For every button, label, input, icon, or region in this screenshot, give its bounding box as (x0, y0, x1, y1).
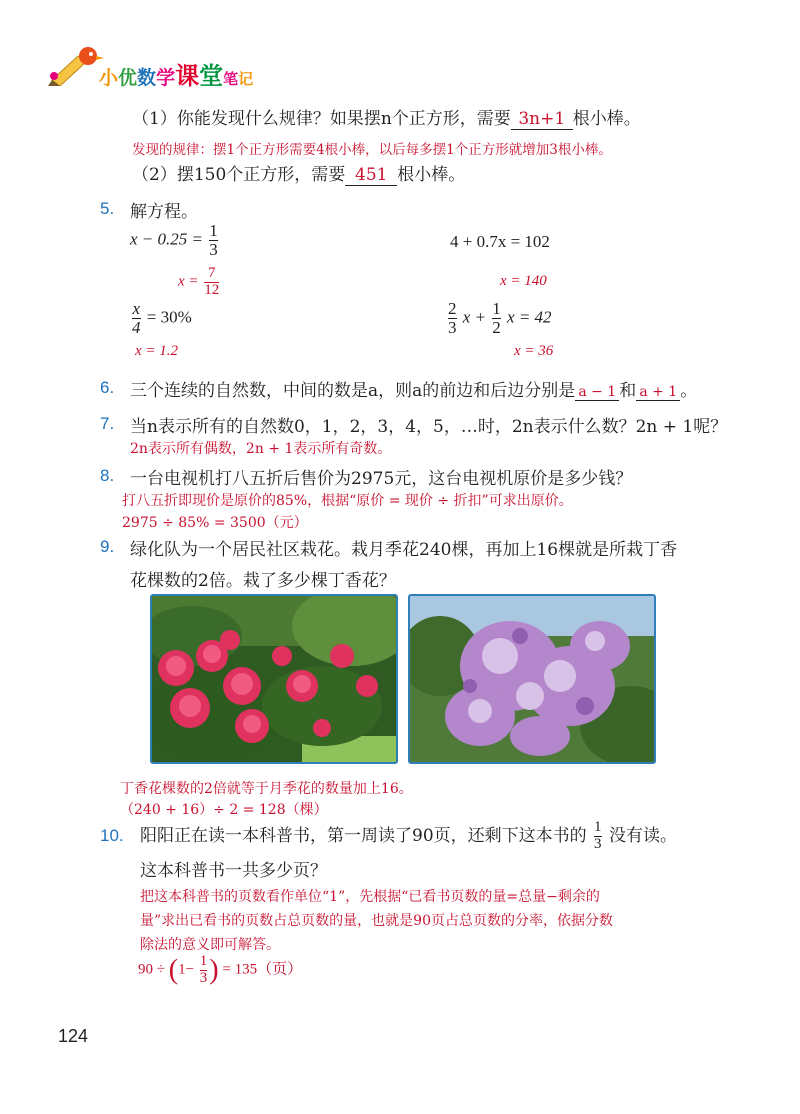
q6-answer-2: a + 1 (636, 384, 680, 401)
q10-frac-den: 3 (594, 835, 602, 852)
logo-char: 博 (80, 68, 100, 89)
q10-answer-line2: 量”求出已看书的页数占总页数的量，也就是90页占总页数的分率，依据分数 (140, 913, 613, 929)
q4-p2-text: （2）摆150个正方形，需要 (132, 165, 346, 185)
page-number: 124 (58, 1026, 89, 1046)
q9-answer-explain: 丁香花棵数的2倍就等于月季花的数量加上16。 (120, 781, 413, 797)
q5-eq3-num: x (132, 299, 141, 318)
q6-number: 6. (100, 378, 115, 397)
logo-char: 笔 (223, 71, 239, 88)
q5-eq1-ans-num: 7 (208, 265, 216, 281)
q4-p1-answer: 3n+1 (511, 109, 573, 130)
logo-char: 优 (118, 68, 138, 89)
q4-p2-answer: 451 (345, 165, 397, 186)
q5-eq1-den: 3 (209, 239, 218, 259)
q10-answer-line1: 把这本科普书的页数看作单位“1”，先根据“已看书页数的量=总量−剩余的 (140, 889, 600, 905)
q10-calc-post: = 135（页） (222, 961, 303, 978)
q10-calc-den: 3 (199, 969, 208, 986)
q4-p1-suffix: 根小棒。 (572, 109, 641, 129)
logo-char: 课 (175, 63, 200, 90)
q10-calc: 90 ÷ (1− $\frac{1}{3}$ ) = 135（页） (138, 953, 303, 986)
q8-number: 8. (100, 466, 115, 485)
logo-char: 学 (156, 68, 176, 89)
q5-eq1-ans-lhs: x = (178, 273, 199, 290)
q5-eq4-mid: x + (462, 307, 487, 327)
q5-number: 5. (100, 199, 115, 218)
q5-eq2-answer: x = 140 (500, 273, 547, 289)
q5-eq4-b-den: 2 (492, 317, 501, 337)
q5-eq4 (446, 300, 552, 337)
header-logo (48, 42, 308, 94)
q10-frac-num: 1 (594, 819, 602, 835)
lilac-photo (408, 594, 656, 764)
q5-eq4-rhs: x = 42 (507, 307, 552, 327)
logo-char: 记 (238, 71, 254, 88)
q10-calc-one: 1− (178, 961, 195, 978)
q10-number: 10. (100, 826, 124, 845)
q6-answer-1: a − 1 (575, 384, 619, 401)
q4-part1 (132, 104, 641, 130)
q4-part2 (132, 160, 465, 186)
q9-answer-calc: （240 + 16）÷ 2 = 128（棵） (120, 802, 328, 818)
q6-and: 和 (619, 381, 637, 401)
q4-rule-answer: 发现的规律：摆1个正方形需要4根小棒，以后每多摆1个正方形就增加3根小棒。 (132, 142, 612, 158)
q5-eq2: 4 + 0.7x = 102 (450, 232, 550, 251)
q4-p1-text: （1）你能发现什么规律？如果摆n个正方形，需要 (132, 109, 511, 129)
q5-title: 解方程。 (130, 202, 198, 222)
q10-text-pre: 阳阳正在读一本科普书，第一周读了90页，还剩下这本书的 (140, 825, 587, 846)
q9-question-line1: 绿化队为一个居民社区栽花。栽月季花240棵，再加上16棵就是所栽丁香 (130, 540, 678, 560)
q9-question-line2: 花棵数的2倍。栽了多少棵丁香花？ (130, 571, 396, 591)
q5-eq1 (130, 222, 220, 259)
q5-eq4-a-num: 2 (448, 299, 457, 318)
q5-eq1-ans-den: 12 (204, 281, 220, 298)
q10-question-line1 (140, 820, 677, 853)
q8-answer-explain: 打八五折即现价是原价的85%，根据“原价 = 现价 ÷ 折扣”可求出原价。 (122, 493, 573, 509)
q6-question: 三个连续的自然数，中间的数是a，则a的前边和后边分别是 (130, 381, 576, 401)
q5-eq3 (130, 300, 192, 337)
q7-number: 7. (100, 414, 115, 433)
q5-eq4-answer: x = 36 (514, 343, 554, 359)
q10-text-post: 没有读。 (608, 825, 677, 846)
q7-question: 当n表示所有的自然数0，1，2，3，4，5，…时，2n表示什么数？2n + 1呢？ (130, 417, 728, 437)
q10-calc-num: 1 (199, 953, 208, 969)
logo-char: 堂 (199, 63, 224, 90)
q7-answer: 2n表示所有偶数，2n + 1表示所有奇数。 (130, 441, 392, 457)
q10-calc-pre: 90 ÷ (138, 961, 165, 978)
q10-answer-line3: 除法的意义即可解答。 (140, 937, 280, 953)
q9-number: 9. (100, 537, 115, 556)
logo-char: 小 (99, 68, 119, 89)
rose-photo (150, 594, 398, 764)
q8-question: 一台电视机打八五折后售价为2975元，这台电视机原价是多少钱？ (130, 469, 633, 489)
q8-answer-calc: 2975 ÷ 85% = 3500（元） (122, 515, 308, 531)
q10-question-line2: 这本科普书一共多少页？ (140, 861, 327, 881)
q5-eq4-a-den: 3 (448, 317, 457, 337)
logo-char: 数 (137, 68, 157, 89)
q5-eq4-b-num: 1 (492, 299, 501, 318)
q5-eq1-num: 1 (209, 221, 218, 240)
q5-eq1-answer (178, 266, 221, 299)
q5-eq3-den: 4 (132, 317, 141, 337)
q5-eq3-rhs: = 30% (146, 307, 192, 327)
q6-period: 。 (680, 381, 698, 401)
q5-eq3-answer: x = 1.2 (135, 343, 179, 359)
q4-p2-suffix: 根小棒。 (397, 165, 466, 185)
q5-eq1-lhs: x − 0.25 = (130, 229, 203, 249)
q6-text (130, 376, 697, 401)
